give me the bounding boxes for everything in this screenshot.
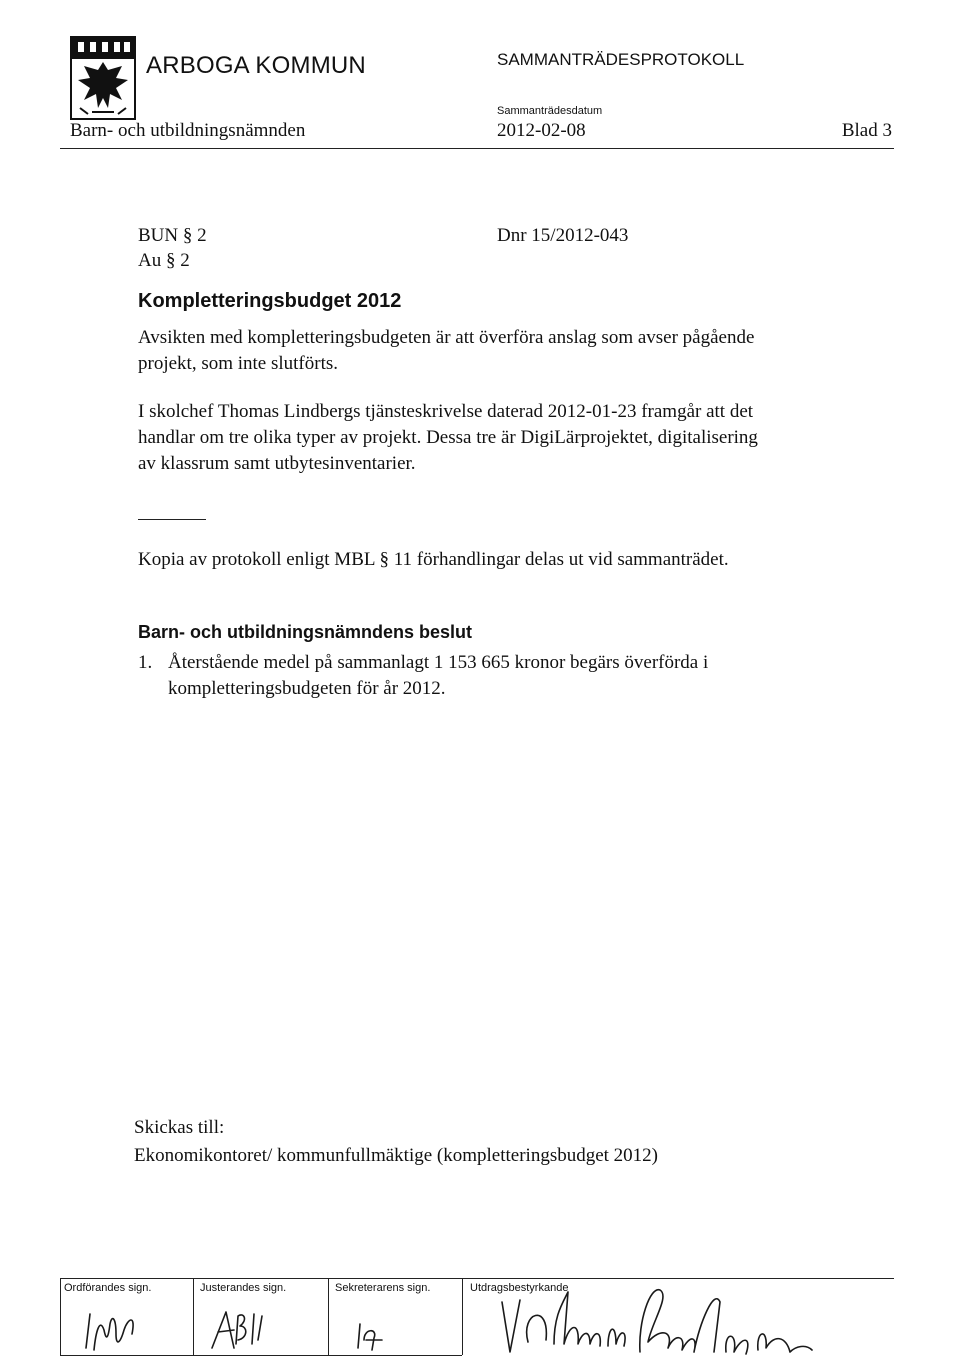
distribution-recipients: Ekonomikontoret/ kommunfullmäktige (kompletteringsbudget 2012): [134, 1145, 659, 1166]
paragraph-mbl: Kopia av protokoll enligt MBL § 11 förhandlingar delas ut vid sammanträdet.: [138, 549, 729, 570]
signature-divider: [60, 1279, 61, 1355]
meeting-date-label: Sammanträdesdatum: [497, 105, 603, 117]
item-title: Kompletteringsbudget 2012: [138, 290, 402, 312]
document-type: SAMMANTRÄDESPROTOKOLL: [497, 50, 745, 69]
certified-copy-signature: [490, 1282, 820, 1360]
chair-signature-label: Ordförandes sign.: [64, 1282, 152, 1294]
header-divider: [60, 148, 894, 149]
diary-number: Dnr 15/2012-043: [497, 225, 629, 246]
page-number: Blad 3: [841, 120, 892, 141]
section-reference: BUN § 2: [138, 225, 207, 246]
paragraph-projects: I skolchef Thomas Lindbergs tjänsteskrivelse daterad 2012-01-23 framgår att det handlar om tre olika typer av projekt. Dessa tre är DigiLärprojektet, digitalisering av klassrum samt utbytesinventarier.: [138, 401, 758, 474]
adjuster-signature-label: Justerandes sign.: [200, 1282, 287, 1294]
adjuster-signature: [208, 1304, 268, 1354]
secretary-signature-label: Sekreterarens sign.: [335, 1282, 431, 1294]
committee-name: Barn- och utbildningsnämnden: [70, 120, 306, 141]
chair-signature: [80, 1300, 150, 1356]
coat-of-arms-logo: [70, 36, 136, 120]
section-separator: [138, 519, 206, 520]
organization-name: ARBOGA KOMMUN: [146, 52, 366, 79]
decision-item-number: 1.: [138, 652, 153, 673]
decision-heading: Barn- och utbildningsnämndens beslut: [138, 622, 473, 642]
decision-item-text: Återstående medel på sammanlagt 1 153 665 kronor begärs överförda i kompletteringsbudgeten för år 2012.: [168, 652, 709, 699]
meeting-date: 2012-02-08: [497, 120, 586, 141]
au-reference: Au § 2: [138, 250, 190, 271]
secretary-signature: [352, 1318, 392, 1354]
paragraph-purpose: Avsikten med kompletteringsbudgeten är att överföra anslag som avser pågående projekt, som inte slutförts.: [138, 327, 755, 374]
distribution-label: Skickas till:: [134, 1117, 225, 1138]
signature-divider: [328, 1279, 329, 1355]
certified-copy-label: Utdragsbestyrkande: [470, 1282, 569, 1294]
signature-divider: [193, 1279, 194, 1355]
signature-table-top-rule: [60, 1278, 894, 1279]
signature-divider: [462, 1279, 463, 1355]
